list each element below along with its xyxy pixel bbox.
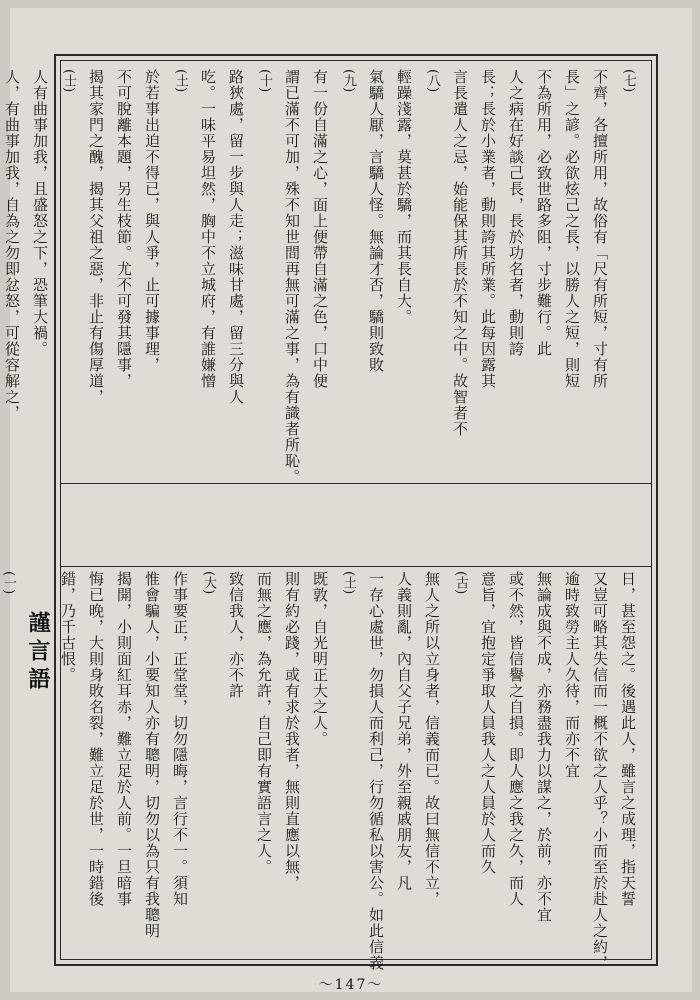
text-column: 悔已晚，大則身敗名裂，難立足於世，一時錯後: [87, 571, 105, 907]
top-text-panel: [3, 69, 641, 485]
text-column: 錯，乃千古恨。: [59, 571, 77, 683]
text-column: 無人之所以立身者，信義而已。故曰無信不立，: [423, 571, 441, 907]
text-column: 逾時致勞主人久待，而亦不宜: [563, 571, 581, 779]
text-column: 人，有曲事加我，自為之勿即忿怒，可從容解之，: [3, 69, 21, 421]
section-title: 謹言語: [25, 611, 51, 695]
item-marker: (八): [425, 69, 440, 93]
text-column: 不齊，各擅所用，故俗有「尺有所短，寸有所: [591, 69, 609, 389]
text-column: 言長遣人之忌，始能保其所長於不知之中。故智者不: [451, 69, 469, 437]
text-column: 氣驕人厭，言驕人怪。無論才否，驕則致敗: [367, 69, 385, 373]
bottom-text-panel: [1, 571, 641, 971]
text-column: 有一份自滿之心，面上便帶自滿之色，口中便: [311, 69, 329, 389]
item-marker: (十): [257, 69, 272, 93]
text-column: 揭其家門之醜，揭其父祖之惡，非止有傷厚道，: [87, 69, 105, 405]
text-column: 輕躁淺露，莫甚於驕，而其長自大。: [395, 69, 413, 325]
text-column: 謂已滿不可加，殊不知世間再無可滿之事，為有識者所恥。: [283, 69, 301, 485]
item-marker: (一): [1, 571, 16, 595]
item-marker: (土): [341, 571, 356, 595]
text-column: 既敦，自光明正大之人。: [311, 571, 329, 747]
item-marker: (士): [61, 69, 76, 93]
text-column: 吃。一味平易坦然，胸中不立城府，有誰嫌憎: [199, 69, 217, 389]
text-column: 人之病在好談己長，長於功名者，動則誇: [507, 69, 525, 357]
text-column: 長」之諺。必欲炫己之長，以勝人之短，則短: [563, 69, 581, 389]
item-marker: (土): [173, 69, 188, 93]
section-divider-band: [61, 483, 651, 567]
page-number: ～147～: [318, 977, 384, 993]
text-column: 則有約必踐，或有求於我者，無則直應以無，: [283, 571, 301, 891]
page-border: [1, 54, 658, 971]
text-column: 意旨，宜抱定爭取人員我人之人員於人而久: [479, 571, 497, 875]
text-column: 作事要正，正堂堂，切勿隱晦，言行不一。須知: [171, 571, 189, 907]
text-column: 不為所用，必致世路多阻，寸步難行。此: [535, 69, 553, 357]
text-column: 人義則亂，內自父子兄弟，外至親戚朋友，凡: [395, 571, 413, 891]
text-column: 揭開，小則面紅耳赤，難立足於人前。一旦暗事: [115, 571, 133, 907]
text-column: 日，甚至怨之。後遇此人，雖言之成理，指天誓: [619, 571, 637, 907]
item-marker: (古): [453, 571, 468, 595]
text-column: 一存心處世，勿損人而利己，行勿循私以害公。如此信義: [367, 571, 385, 971]
item-marker: (大): [201, 571, 216, 595]
page-inner-border: [1, 60, 652, 971]
text-column: 無論成與不成，亦務盡我力以謀之，於前，亦不宜: [535, 571, 553, 923]
text-column: 致信我人，亦不許: [227, 571, 245, 699]
text-column: 路狹處，留一步與人走；滋味甘處，留三分與人: [227, 69, 245, 405]
text-column: 惟會騙人，小要知人亦有聰明，切勿以為只有我聰明: [143, 571, 161, 939]
text-column: 或不然，皆信譽之自損。即人應之我之久，而人: [507, 571, 525, 907]
text-column: 人有曲事加我，且盛怒之下，恐筆大禍。: [31, 69, 49, 357]
text-column: 而無之應，為允許，自己即有實語言之人。: [255, 571, 273, 875]
text-column: 長；長於小業者，動則誇其所業。此每因露其: [479, 69, 497, 389]
item-marker: (七): [621, 69, 636, 93]
item-marker: (九): [341, 69, 356, 93]
text-column: 不可脫離本題，另生枝節。尤不可發其隱事，: [115, 69, 133, 389]
page-sheet: [1, 8, 692, 993]
text-column: 於若事出迫不得已，與人爭，止可據事理，: [143, 69, 161, 373]
text-column: 又豈可略其失信而一概不欲之人乎？小而至於赴人之約，: [591, 571, 609, 971]
